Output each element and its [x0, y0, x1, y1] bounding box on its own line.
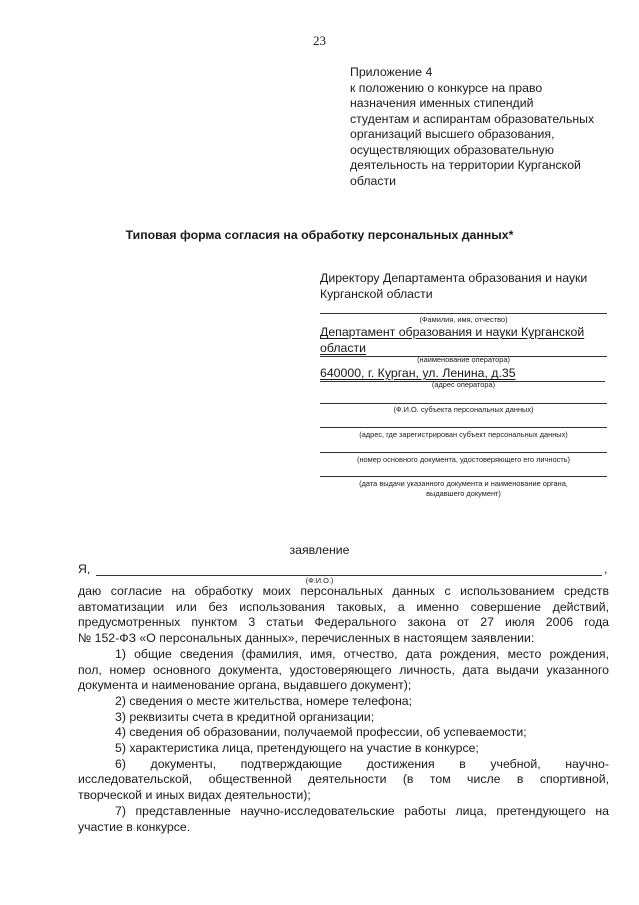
- list-item-3: 3) реквизиты счета в кредитной организации;: [115, 709, 375, 724]
- list-item-6-line: исследовательской, общественной деятельности (в том числе в спортивной,: [78, 772, 609, 787]
- applicant-fio-caption: (Ф.И.О.): [305, 576, 334, 585]
- document-issue-line: [320, 476, 607, 477]
- list-item-1-line: 1) общие сведения (фамилия, имя, отчество, дата рождения, место рождения,: [115, 646, 609, 661]
- appendix-line: назначения именных стипендий: [350, 96, 534, 110]
- operator-address-caption: (адрес оператора): [431, 380, 496, 389]
- appendix-line: организаций высшего образования,: [350, 127, 555, 141]
- appendix-line: области: [350, 173, 396, 188]
- fio-caption: (Фамилия, имя, отчество): [419, 315, 508, 324]
- list-item-1-line: пол, номер основного документа, удостоверяющего личность, дата выдачи указанного: [78, 662, 609, 677]
- operator-caption: (наименование оператора): [417, 355, 510, 364]
- appendix-line: Приложение 4: [350, 65, 433, 79]
- subject-fio-line: [320, 403, 607, 404]
- appendix-line: студентам и аспирантам образовательных: [350, 111, 595, 126]
- text-line: № 152-ФЗ «О персональных данных», перечисленных в настоящем заявлении:: [78, 631, 535, 646]
- subject-fio-caption: (Ф.И.О. субъекта персональных данных): [393, 405, 534, 414]
- addressee-line-1: Директору Департамента образования и науки: [320, 271, 588, 285]
- subject-address-line: [320, 427, 607, 428]
- statement-title: заявление: [289, 543, 350, 557]
- operator-name-line-2: области: [320, 341, 366, 355]
- ya-label: Я,: [78, 562, 91, 576]
- appendix-line: осуществляющих образовательную: [350, 142, 554, 157]
- consent-text: [78, 584, 609, 835]
- text-line: автоматизации или без использования таковых, а именно совершение действий,: [78, 599, 609, 614]
- list-item-7-line: 7) представленные научно-исследовательские работы лица, претендующего на: [115, 803, 609, 818]
- fio-field-line: [320, 313, 607, 314]
- subject-address-caption: (адрес, где зарегистрирован субъект персональных данных): [359, 430, 568, 439]
- addressee-line-2: Курганской области: [320, 287, 433, 301]
- document-number-line: [320, 452, 607, 453]
- list-item-2: 2) сведения о месте жительства, номере телефона;: [115, 693, 413, 708]
- operator-address: 640000, г. Курган, ул. Ленина, д.35: [320, 366, 516, 380]
- ya-comma: ,: [604, 562, 608, 576]
- form-title: Типовая форма согласия на обработку персональных данных*: [125, 228, 514, 242]
- text-line: даю согласие на обработку моих персональных данных с использованием средств: [78, 584, 609, 598]
- document-issue-caption-1: (дата выдачи указанного документа и наименование органа,: [359, 479, 568, 488]
- appendix-line: деятельность на территории Курганской: [350, 158, 581, 172]
- list-item-6-line: творческой и иных видах деятельности);: [78, 788, 311, 803]
- operator-name-line-1: Департамент образования и науки Курганской: [320, 325, 585, 339]
- list-item-6-line: 6) документы, подтверждающие достижения в учебной, научно-: [115, 756, 609, 771]
- document-number-caption: (номер основного документа, удостоверяющего его личность): [357, 455, 570, 464]
- list-item-7-line: участие в конкурсе.: [78, 819, 191, 834]
- list-item-4: 4) сведения об образовании, получаемой профессии, об успеваемости;: [115, 725, 527, 740]
- page-number: 23: [313, 33, 326, 48]
- text-line: предусмотренных пунктом 3 статьи Федерального закона от 27 июля 2006 года: [78, 615, 609, 630]
- list-item-1-line: документа и наименование органа, выдавшего документ);: [78, 678, 412, 693]
- appendix-header: [350, 65, 620, 189]
- document-issue-caption-2: выдавшего документ): [426, 489, 501, 498]
- appendix-line: к положению о конкурсе на право: [350, 80, 543, 95]
- list-item-5: 5) характеристика лица, претендующего на участие в конкурсе;: [115, 741, 479, 756]
